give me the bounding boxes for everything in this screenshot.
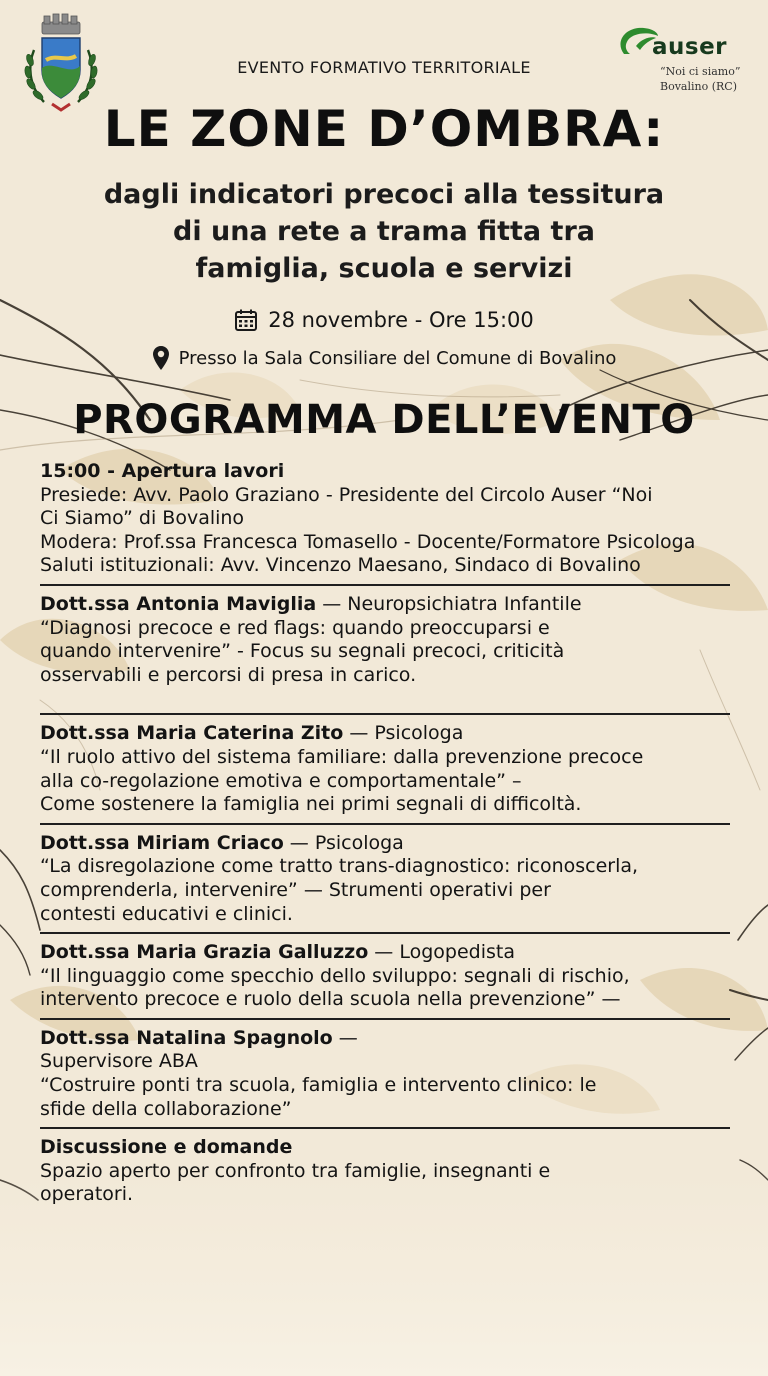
program-item-heading: Discussione e domande	[40, 1136, 293, 1159]
speaker-heading	[40, 722, 730, 746]
speaker-role: — Neuropsichiatra Infantile	[316, 592, 582, 615]
speaker-role: — Logopedista	[368, 941, 515, 964]
location-pin-icon	[152, 345, 170, 371]
speaker-name: Dott.ssa Antonia Maviglia	[40, 592, 317, 615]
event-title: LE ZONE D’OMBRA:	[103, 100, 665, 158]
subtitle-line: dagli indicatori precoci alla tessitura	[103, 179, 665, 210]
speaker-name: Dott.ssa Miriam Criaco	[40, 831, 284, 854]
program-item-line: Spazio aperto per confronto tra famiglie, insegnanti e	[40, 1159, 551, 1182]
program-item-speaker	[40, 941, 730, 1020]
speaker-heading	[40, 832, 730, 856]
program-item-line: Modera: Prof.ssa Francesca Tomasello - Docente/Formatore Psicologa	[40, 530, 696, 553]
talk-line: contesti educativi e clinici.	[40, 902, 293, 925]
talk-line: osservabili e percorsi di presa in carico.	[40, 663, 417, 686]
auser-brand: auser	[652, 34, 728, 60]
talk-line: intervento precoce e ruolo della scuola nella prevenzione” —	[40, 988, 621, 1011]
auser-tagline: “Noi ci siamo”	[660, 65, 741, 78]
talk-line: “Il ruolo attivo del sistema familiare: dalla prevenzione precoce	[40, 745, 644, 768]
program-item-speaker	[40, 832, 730, 934]
program-item-heading: 15:00 - Apertura lavori	[40, 460, 285, 482]
talk-line: “Diagnosi precoce e red flags: quando preoccuparsi e	[40, 616, 550, 639]
subtitle-line: famiglia, scuola e servizi	[195, 253, 573, 284]
program-item-speaker	[40, 1027, 730, 1129]
talk-line: Come sostenere la famiglia nei primi segnali di difficoltà.	[40, 793, 582, 816]
talk-line: quando intervenire” - Focus su segnali precoci, criticità	[40, 640, 565, 663]
program-item-line: operatori.	[40, 1183, 134, 1206]
event-location: Presso la Sala Consiliare del Comune di Bovalino	[178, 347, 617, 369]
talk-line: alla co-regolazione emotiva e comportamentale” –	[40, 769, 522, 792]
speaker-name: Dott.ssa Maria Grazia Galluzzo	[40, 941, 369, 964]
speaker-role: — Psicologa	[283, 831, 404, 854]
talk-line: sfide della collaborazione”	[40, 1097, 292, 1120]
event-subtitle	[40, 176, 728, 287]
event-date: 28 novembre - Ore 15:00	[268, 308, 534, 332]
speaker-role: — Psicologa	[343, 722, 464, 745]
program-title: PROGRAMMA DELL’EVENTO	[73, 397, 695, 443]
talk-line: “Il linguaggio come specchio dello sviluppo: segnali di rischio,	[40, 964, 630, 987]
talk-line: comprenderla, intervenire” — Strumenti operativi per	[40, 878, 551, 901]
speaker-heading	[40, 1027, 730, 1051]
program-item-line: Presiede: Avv. Paolo Graziano - Presidente del Circolo Auser “Noi	[40, 483, 653, 506]
talk-line: “Costruire ponti tra scuola, famiglia e intervento clinico: le	[40, 1074, 597, 1097]
speaker-name: Dott.ssa Maria Caterina Zito	[40, 722, 344, 745]
program-item-line: Ci Siamo” di Bovalino	[40, 507, 245, 530]
program-list	[40, 460, 730, 1220]
subtitle-line: di una rete a trama fitta tra	[173, 216, 595, 247]
talk-line: Supervisore ABA	[40, 1050, 198, 1073]
speaker-heading	[40, 941, 730, 965]
talk-line: “La disregolazione come tratto trans-diagnostico: riconoscerla,	[40, 855, 639, 878]
program-item-line: Saluti istituzionali: Avv. Vincenzo Maesano, Sindaco di Bovalino	[40, 554, 641, 577]
speaker-heading	[40, 593, 730, 617]
event-date-row	[0, 308, 768, 332]
event-location-row	[0, 345, 768, 371]
program-item-speaker	[40, 593, 730, 715]
program-item-opening	[40, 460, 730, 586]
event-overline: EVENTO FORMATIVO TERRITORIALE	[237, 58, 531, 77]
program-item-closing	[40, 1136, 730, 1213]
speaker-role: —	[332, 1026, 358, 1049]
speaker-name: Dott.ssa Natalina Spagnolo	[40, 1026, 333, 1049]
program-item-speaker	[40, 722, 730, 824]
calendar-icon	[234, 308, 258, 332]
auser-place: Bovalino (RC)	[660, 80, 737, 93]
